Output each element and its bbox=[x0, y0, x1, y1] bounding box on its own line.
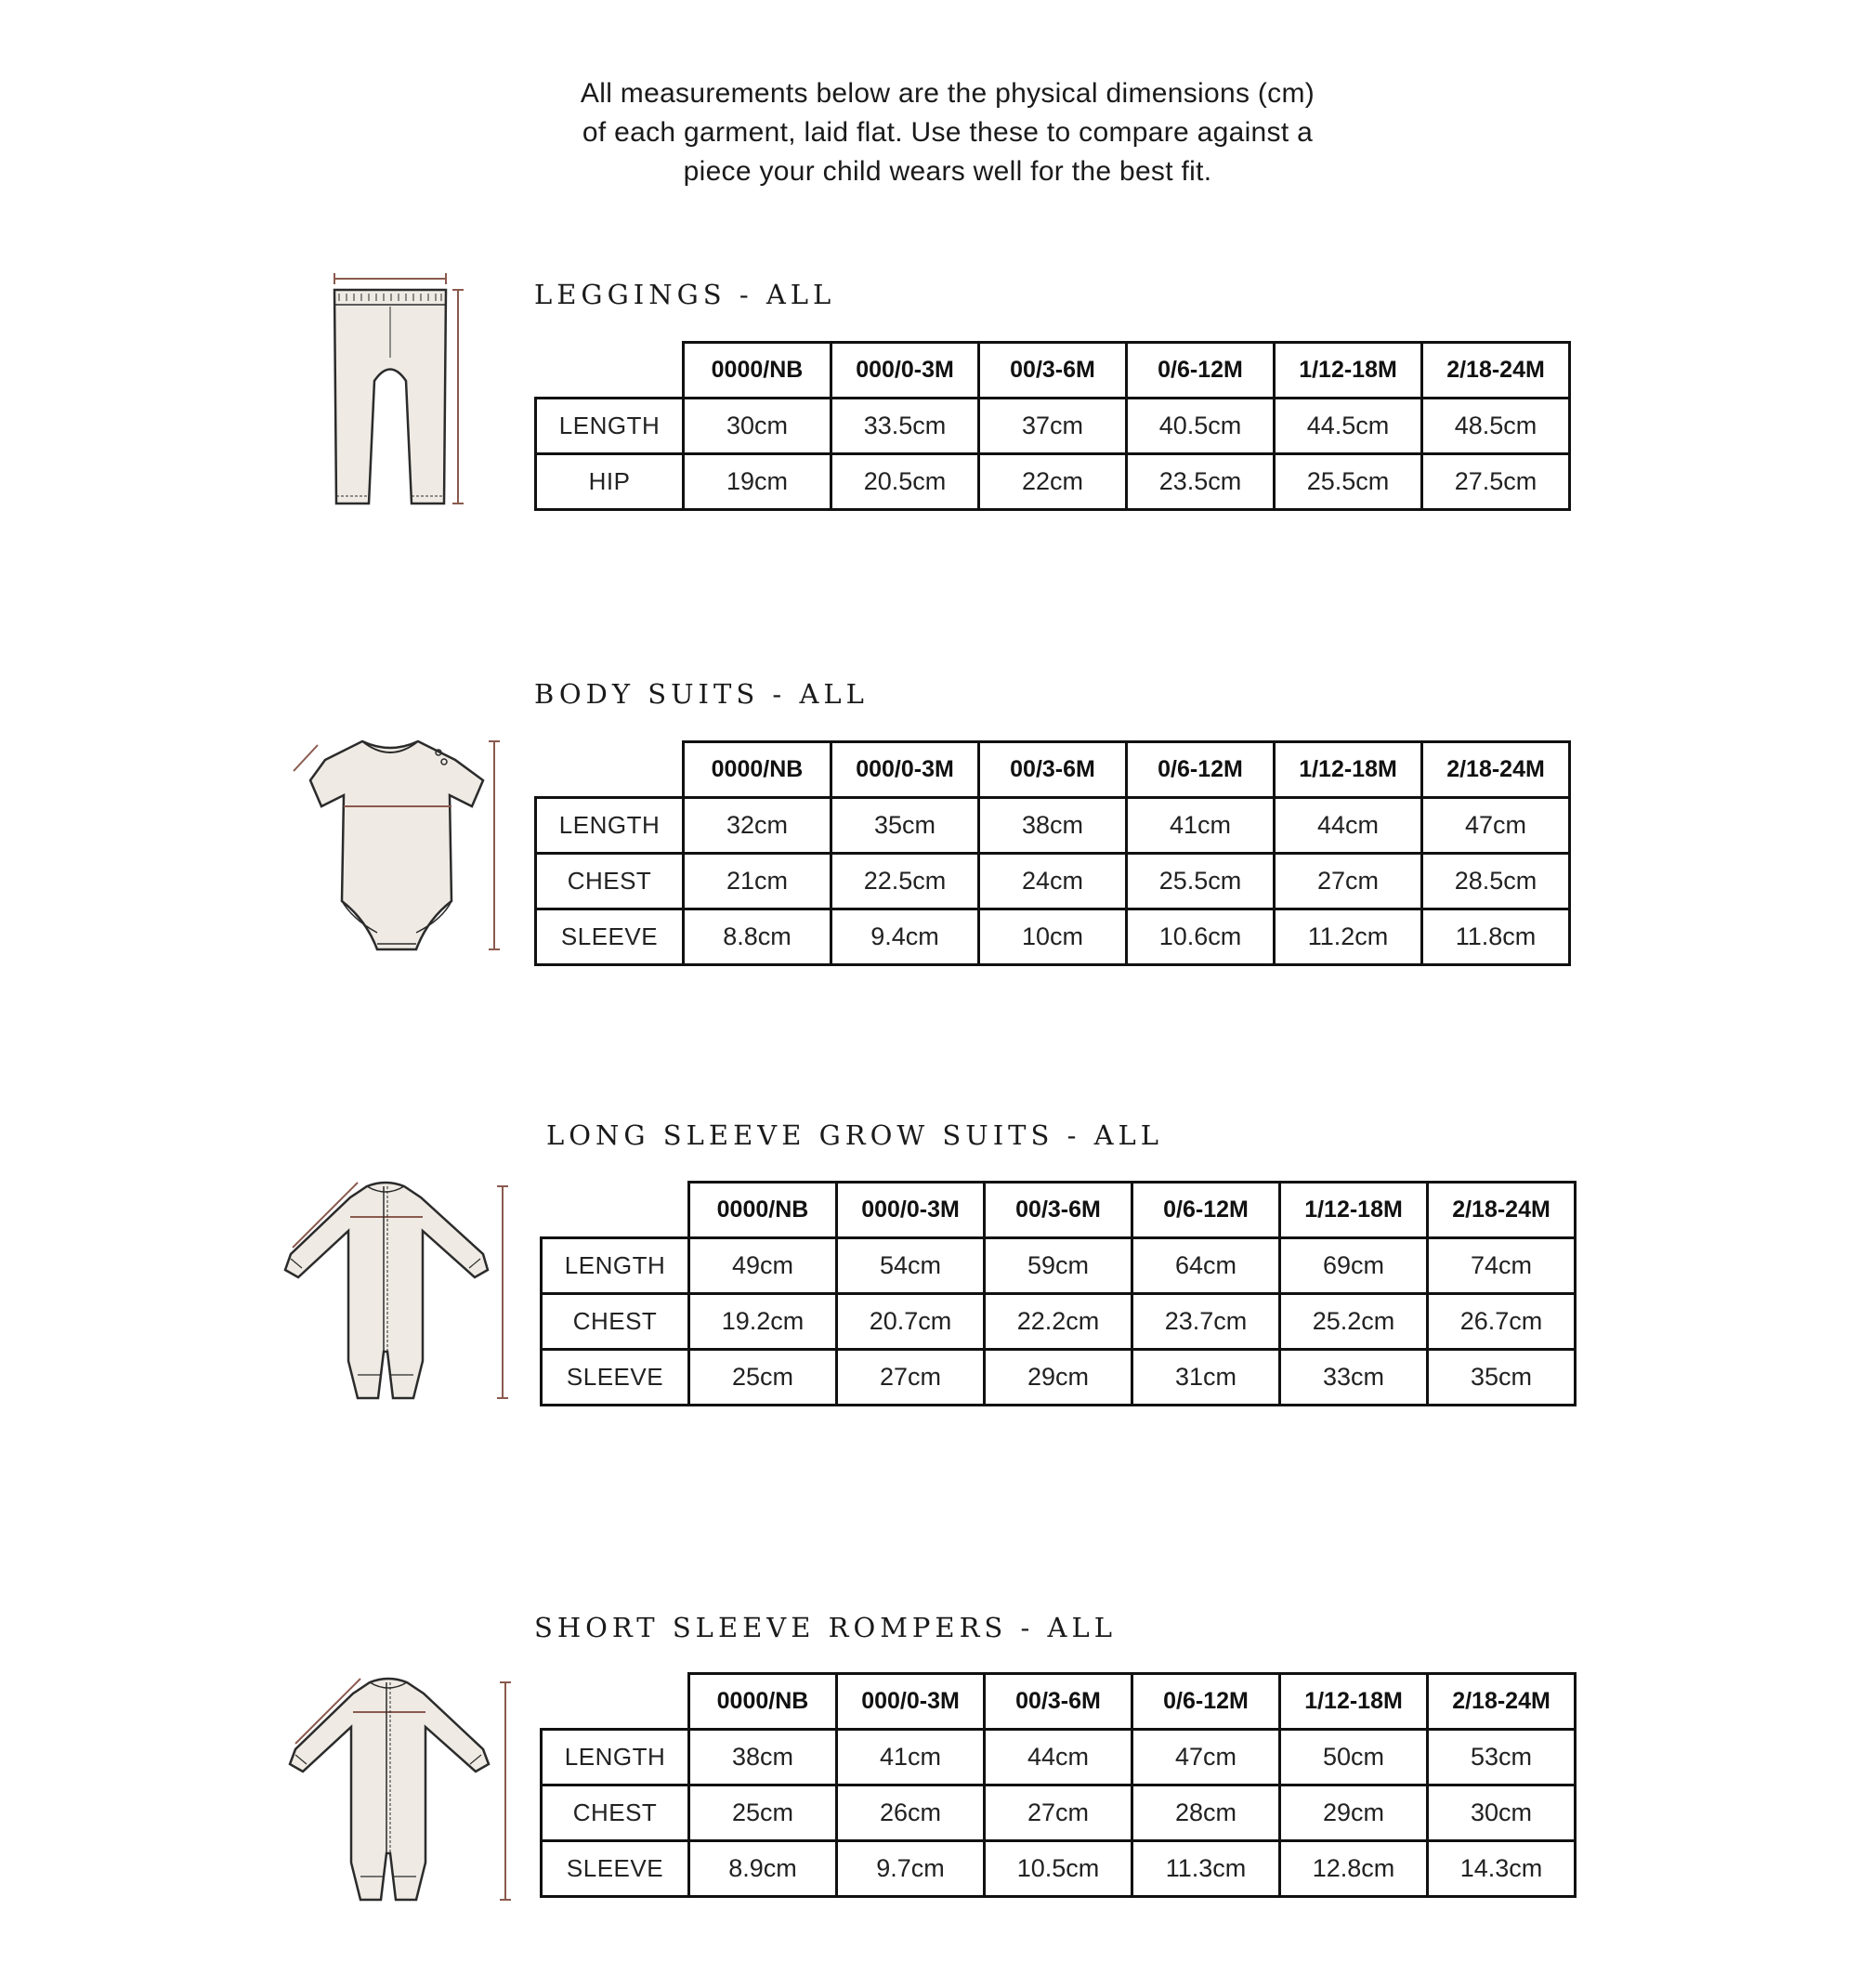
table-cell: 44cm bbox=[1275, 798, 1422, 854]
table-header-row bbox=[536, 343, 1570, 399]
row-label: CHEST bbox=[536, 854, 684, 909]
row-label: HIP bbox=[536, 454, 684, 510]
table-cell: 69cm bbox=[1280, 1238, 1428, 1294]
table-cell: 25cm bbox=[689, 1350, 837, 1406]
table-cell: 32cm bbox=[684, 798, 831, 854]
leggings-icon bbox=[321, 269, 478, 511]
table-cell: 28.5cm bbox=[1422, 854, 1570, 909]
size-header: 000/0-3M bbox=[831, 742, 979, 798]
table-cell: 20.5cm bbox=[831, 454, 979, 510]
table-row bbox=[536, 798, 1570, 854]
table-cell: 14.3cm bbox=[1428, 1841, 1576, 1897]
size-header: 1/12-18M bbox=[1275, 742, 1422, 798]
table-cell: 44cm bbox=[985, 1730, 1132, 1785]
table-cell: 8.9cm bbox=[689, 1841, 837, 1897]
size-header: 0000/NB bbox=[689, 1674, 837, 1730]
row-label: LENGTH bbox=[542, 1238, 689, 1294]
table-cell: 23.5cm bbox=[1127, 454, 1275, 510]
table-cell: 33cm bbox=[1280, 1350, 1428, 1406]
table-cell: 48.5cm bbox=[1422, 399, 1570, 454]
bodysuit-icon bbox=[288, 734, 511, 966]
size-header: 1/12-18M bbox=[1275, 343, 1422, 399]
size-table-leggings bbox=[534, 341, 1571, 511]
corner-cell bbox=[542, 1183, 689, 1238]
table-cell: 64cm bbox=[1132, 1238, 1280, 1294]
size-header: 2/18-24M bbox=[1422, 343, 1570, 399]
row-label: SLEEVE bbox=[536, 909, 684, 965]
table-row bbox=[542, 1785, 1576, 1841]
row-label: SLEEVE bbox=[542, 1841, 689, 1897]
row-label: LENGTH bbox=[536, 798, 684, 854]
table-cell: 41cm bbox=[837, 1730, 985, 1785]
table-cell: 49cm bbox=[689, 1238, 837, 1294]
size-header: 1/12-18M bbox=[1280, 1674, 1428, 1730]
table-cell: 21cm bbox=[684, 854, 831, 909]
table-cell: 41cm bbox=[1127, 798, 1275, 854]
table-cell: 19cm bbox=[684, 454, 831, 510]
row-label: CHEST bbox=[542, 1785, 689, 1841]
size-header: 0000/NB bbox=[684, 742, 831, 798]
intro-line: piece your child wears well for the best fit. bbox=[683, 156, 1212, 187]
table-cell: 59cm bbox=[985, 1238, 1132, 1294]
size-header: 0000/NB bbox=[689, 1183, 837, 1238]
size-table-rompers bbox=[540, 1672, 1577, 1898]
section-title-rompers: SHORT SLEEVE ROMPERS - ALL bbox=[534, 1612, 1117, 1643]
table-cell: 47cm bbox=[1132, 1730, 1280, 1785]
table-cell: 11.2cm bbox=[1275, 909, 1422, 965]
row-label: CHEST bbox=[542, 1294, 689, 1350]
table-cell: 38cm bbox=[979, 798, 1127, 854]
table-header-row bbox=[542, 1674, 1576, 1730]
table-row bbox=[536, 399, 1570, 454]
table-row bbox=[542, 1294, 1576, 1350]
table-cell: 35cm bbox=[1428, 1350, 1576, 1406]
size-header: 2/18-24M bbox=[1428, 1183, 1576, 1238]
size-header: 0/6-12M bbox=[1132, 1674, 1280, 1730]
table-cell: 50cm bbox=[1280, 1730, 1428, 1785]
intro-line: of each garment, laid flat. Use these to compare against a bbox=[582, 117, 1314, 148]
table-cell: 20.7cm bbox=[837, 1294, 985, 1350]
table-cell: 27cm bbox=[837, 1350, 985, 1406]
table-cell: 25.5cm bbox=[1127, 854, 1275, 909]
table-cell: 8.8cm bbox=[684, 909, 831, 965]
corner-cell bbox=[536, 343, 684, 399]
table-header-row bbox=[536, 742, 1570, 798]
table-row bbox=[542, 1238, 1576, 1294]
row-label: SLEEVE bbox=[542, 1350, 689, 1406]
table-cell: 40.5cm bbox=[1127, 399, 1275, 454]
table-cell: 29cm bbox=[1280, 1785, 1428, 1841]
size-header: 000/0-3M bbox=[831, 343, 979, 399]
size-header: 00/3-6M bbox=[985, 1674, 1132, 1730]
table-row bbox=[536, 454, 1570, 510]
row-label: LENGTH bbox=[536, 399, 684, 454]
size-header: 1/12-18M bbox=[1280, 1183, 1428, 1238]
table-cell: 27cm bbox=[985, 1785, 1132, 1841]
table-cell: 10.5cm bbox=[985, 1841, 1132, 1897]
table-cell: 27.5cm bbox=[1422, 454, 1570, 510]
table-cell: 22.5cm bbox=[831, 854, 979, 909]
table-row bbox=[542, 1841, 1576, 1897]
size-header: 00/3-6M bbox=[979, 742, 1127, 798]
table-cell: 74cm bbox=[1428, 1238, 1576, 1294]
size-header: 0/6-12M bbox=[1127, 343, 1275, 399]
corner-cell bbox=[542, 1674, 689, 1730]
table-cell: 30cm bbox=[1428, 1785, 1576, 1841]
table-cell: 26.7cm bbox=[1428, 1294, 1576, 1350]
intro-line: All measurements below are the physical dimensions (cm) bbox=[580, 78, 1315, 109]
table-cell: 25cm bbox=[689, 1785, 837, 1841]
table-cell: 54cm bbox=[837, 1238, 985, 1294]
table-cell: 53cm bbox=[1428, 1730, 1576, 1785]
table-cell: 28cm bbox=[1132, 1785, 1280, 1841]
size-header: 2/18-24M bbox=[1422, 742, 1570, 798]
table-cell: 26cm bbox=[837, 1785, 985, 1841]
table-cell: 44.5cm bbox=[1275, 399, 1422, 454]
romper-icon bbox=[286, 1668, 518, 1909]
table-cell: 29cm bbox=[985, 1350, 1132, 1406]
size-header: 00/3-6M bbox=[979, 343, 1127, 399]
table-cell: 30cm bbox=[684, 399, 831, 454]
size-header: 0/6-12M bbox=[1132, 1183, 1280, 1238]
table-row bbox=[536, 909, 1570, 965]
size-header: 000/0-3M bbox=[837, 1183, 985, 1238]
table-cell: 10cm bbox=[979, 909, 1127, 965]
table-cell: 23.7cm bbox=[1132, 1294, 1280, 1350]
table-row bbox=[536, 854, 1570, 909]
table-cell: 33.5cm bbox=[831, 399, 979, 454]
table-cell: 11.3cm bbox=[1132, 1841, 1280, 1897]
table-cell: 10.6cm bbox=[1127, 909, 1275, 965]
table-cell: 37cm bbox=[979, 399, 1127, 454]
table-cell: 12.8cm bbox=[1280, 1841, 1428, 1897]
table-cell: 11.8cm bbox=[1422, 909, 1570, 965]
table-cell: 35cm bbox=[831, 798, 979, 854]
table-cell: 9.7cm bbox=[837, 1841, 985, 1897]
size-table-growsuits bbox=[540, 1181, 1577, 1406]
table-cell: 24cm bbox=[979, 854, 1127, 909]
table-cell: 22.2cm bbox=[985, 1294, 1132, 1350]
corner-cell bbox=[536, 742, 684, 798]
table-cell: 47cm bbox=[1422, 798, 1570, 854]
table-row bbox=[542, 1350, 1576, 1406]
table-cell: 22cm bbox=[979, 454, 1127, 510]
size-header: 0/6-12M bbox=[1127, 742, 1275, 798]
row-label: LENGTH bbox=[542, 1730, 689, 1785]
table-cell: 19.2cm bbox=[689, 1294, 837, 1350]
table-cell: 31cm bbox=[1132, 1350, 1280, 1406]
table-header-row bbox=[542, 1183, 1576, 1238]
section-title-growsuits: LONG SLEEVE GROW SUITS - ALL bbox=[546, 1119, 1164, 1151]
intro-text bbox=[464, 74, 1431, 191]
size-header: 2/18-24M bbox=[1428, 1674, 1576, 1730]
table-cell: 38cm bbox=[689, 1730, 837, 1785]
table-cell: 25.5cm bbox=[1275, 454, 1422, 510]
table-cell: 9.4cm bbox=[831, 909, 979, 965]
size-header: 0000/NB bbox=[684, 343, 831, 399]
size-table-bodysuits bbox=[534, 740, 1571, 966]
size-header: 000/0-3M bbox=[837, 1674, 985, 1730]
section-title-bodysuits: BODY SUITS - ALL bbox=[534, 678, 869, 710]
table-cell: 25.2cm bbox=[1280, 1294, 1428, 1350]
growsuit-icon bbox=[283, 1175, 516, 1407]
section-title-leggings: LEGGINGS - ALL bbox=[534, 279, 836, 310]
table-row bbox=[542, 1730, 1576, 1785]
size-header: 00/3-6M bbox=[985, 1183, 1132, 1238]
table-cell: 27cm bbox=[1275, 854, 1422, 909]
